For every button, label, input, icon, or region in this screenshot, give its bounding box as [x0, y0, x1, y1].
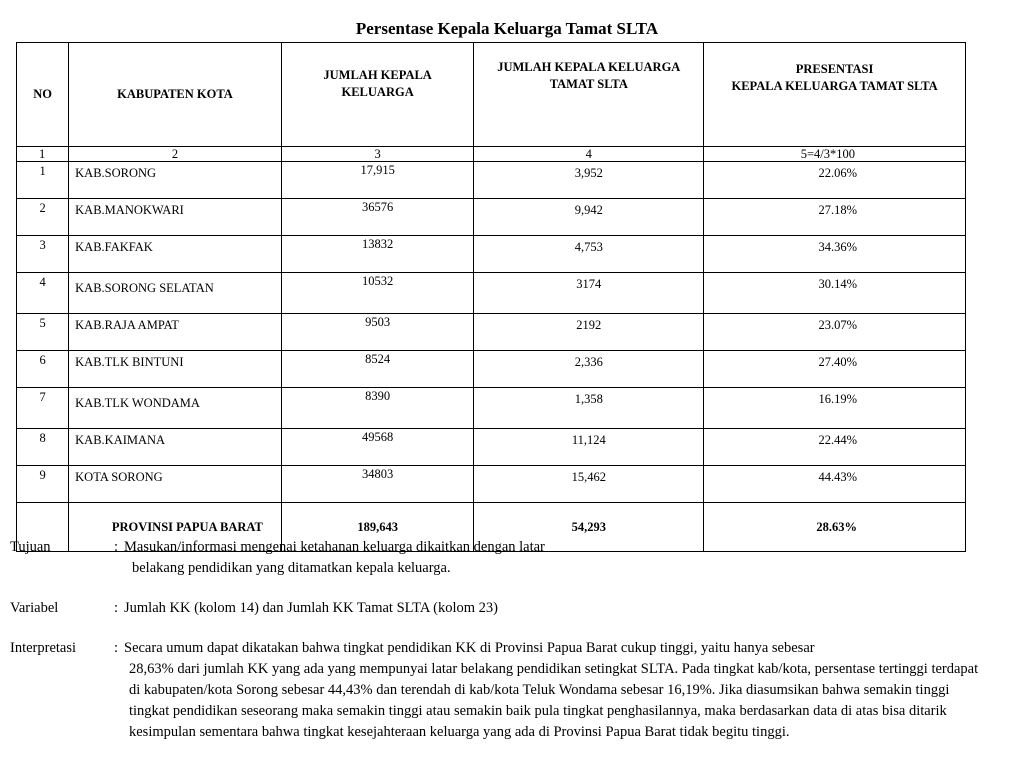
row-jumlah-kk: 49568	[281, 429, 474, 466]
header-jumlah-kk	[281, 43, 474, 147]
header-jumlah-kk-text: JUMLAH KEPALA KELUARGA	[323, 68, 432, 99]
header-jumlah-kk-tamat	[474, 43, 704, 147]
row-persentase: 27.18%	[704, 199, 966, 236]
note-label: Variabel	[10, 600, 59, 616]
row-kabupaten: KAB.MANOKWARI	[69, 199, 282, 236]
note-line: Secara umum dapat dikatakan bahwa tingkat pendidikan KK di Provinsi Papua Barat cukup tinggi, yaitu hanya sebesar	[124, 640, 815, 656]
col-number-4: 4	[474, 147, 704, 162]
table-row	[17, 236, 966, 273]
row-jumlah-kk: 9503	[281, 314, 474, 351]
row-no: 3	[17, 236, 69, 273]
header-presentasi-text	[727, 61, 942, 95]
row-jumlah-kk: 10532	[281, 273, 474, 314]
row-jumlah-kk-tamat: 3174	[474, 273, 704, 314]
total-persentase: 28.63%	[704, 503, 966, 552]
row-kabupaten: KAB.SORONG SELATAN	[69, 273, 282, 314]
col-number-3: 3	[281, 147, 474, 162]
row-persentase: 22.06%	[704, 162, 966, 199]
note-tujuan	[10, 537, 1010, 579]
row-jumlah-kk: 13832	[281, 236, 474, 273]
row-jumlah-kk: 36576	[281, 199, 474, 236]
col-number-5: 5=4/3*100	[704, 147, 966, 162]
note-text	[124, 638, 984, 743]
header-kabupaten: KABUPATEN KOTA	[69, 43, 282, 147]
row-no: 8	[17, 429, 69, 466]
row-no: 4	[17, 273, 69, 314]
note-colon: :	[114, 539, 119, 555]
header-presentasi-line1: PRESENTASI	[795, 62, 874, 76]
row-no: 5	[17, 314, 69, 351]
header-presentasi-line2: KEPALA KELUARGA TAMAT SLTA	[731, 79, 938, 93]
col-number-2: 2	[69, 147, 282, 162]
row-jumlah-kk-tamat: 3,952	[474, 162, 704, 199]
header-presentasi	[704, 43, 966, 147]
note-label: Interpretasi	[10, 640, 77, 656]
table-row	[17, 199, 966, 236]
data-table	[16, 42, 966, 552]
row-no: 2	[17, 199, 69, 236]
row-kabupaten: KAB.SORONG	[69, 162, 282, 199]
row-jumlah-kk: 17,915	[281, 162, 474, 199]
table-row	[17, 351, 966, 388]
row-kabupaten: KAB.TLK WONDAMA	[69, 388, 282, 429]
note-text	[124, 598, 984, 619]
notes-section	[10, 537, 1010, 762]
row-jumlah-kk-tamat: 9,942	[474, 199, 704, 236]
row-kabupaten: KAB.RAJA AMPAT	[69, 314, 282, 351]
note-text	[124, 537, 984, 579]
row-jumlah-kk-tamat: 11,124	[474, 429, 704, 466]
row-no: 1	[17, 162, 69, 199]
col-number-1: 1	[17, 147, 69, 162]
row-no: 9	[17, 466, 69, 503]
row-no: 7	[17, 388, 69, 429]
page-title: Persentase Kepala Keluarga Tamat SLTA	[355, 19, 659, 38]
row-jumlah-kk-tamat: 1,358	[474, 388, 704, 429]
note-line: Jumlah KK (kolom 14) dan Jumlah KK Tamat SLTA (kolom 23)	[124, 600, 498, 616]
table-row	[17, 388, 966, 429]
row-jumlah-kk: 8524	[281, 351, 474, 388]
row-jumlah-kk-tamat: 2192	[474, 314, 704, 351]
note-colon: :	[114, 600, 119, 616]
row-persentase: 16.19%	[704, 388, 966, 429]
column-number-row	[17, 147, 966, 162]
note-line: Masukan/informasi mengenai ketahanan keluarga dikaitkan dengan latar	[124, 539, 545, 555]
row-jumlah-kk: 8390	[281, 388, 474, 429]
note-label: Tujuan	[10, 539, 51, 555]
row-jumlah-kk: 34803	[281, 466, 474, 503]
row-persentase: 30.14%	[704, 273, 966, 314]
row-persentase: 34.36%	[704, 236, 966, 273]
table-row	[17, 466, 966, 503]
row-kabupaten: KAB.TLK BINTUNI	[69, 351, 282, 388]
note-paragraph: 28,63% dari jumlah KK yang ada yang mempunyai latar belakang pendidikan setingkat SLTA. Pada tingkat kab/kota, persentase tertinggi terdapat di kabupaten/kota Sorong sebesar 44,43% dan terendah di kab/kota Teluk Wondama sebesar 16,19%. Jika diasumsikan bahwa semakin tinggi tingkat pendidikan seseorang maka semakin tinggi atau semakin baik pula tingkat penghasilannya, maka berdasarkan data di atas bisa ditarik kesimpulan sementara bahwa tingkat kesejahteraan keluarga yang ada di Provinsi Papua Barat tidak begitu tinggi.	[129, 661, 979, 740]
row-persentase: 27.40%	[704, 351, 966, 388]
row-persentase: 22.44%	[704, 429, 966, 466]
note-colon: :	[114, 640, 119, 656]
row-kabupaten: KOTA SORONG	[69, 466, 282, 503]
total-jumlah-kk-tamat: 54,293	[474, 503, 704, 552]
row-kabupaten: KAB.FAKFAK	[69, 236, 282, 273]
total-jumlah-kk: 189,643	[281, 503, 474, 552]
total-name: PROVINSI PAPUA BARAT	[69, 503, 282, 552]
row-jumlah-kk-tamat: 2,336	[474, 351, 704, 388]
note-line: belakang pendidikan yang ditamatkan kepala keluarga.	[132, 560, 451, 576]
table-header-row	[17, 43, 966, 147]
row-jumlah-kk-tamat: 15,462	[474, 466, 704, 503]
row-persentase: 44.43%	[704, 466, 966, 503]
row-no: 6	[17, 351, 69, 388]
header-no: NO	[17, 43, 69, 147]
row-jumlah-kk-tamat: 4,753	[474, 236, 704, 273]
table-row	[17, 162, 966, 199]
note-interpretasi	[10, 638, 1010, 743]
row-persentase: 23.07%	[704, 314, 966, 351]
row-kabupaten: KAB.KAIMANA	[69, 429, 282, 466]
note-variabel	[10, 598, 1010, 619]
table-row	[17, 314, 966, 351]
header-jumlah-kk-tamat-text: JUMLAH KEPALA KELUARGA TAMAT SLTA	[497, 60, 681, 91]
table-row	[17, 273, 966, 314]
table-row	[17, 429, 966, 466]
